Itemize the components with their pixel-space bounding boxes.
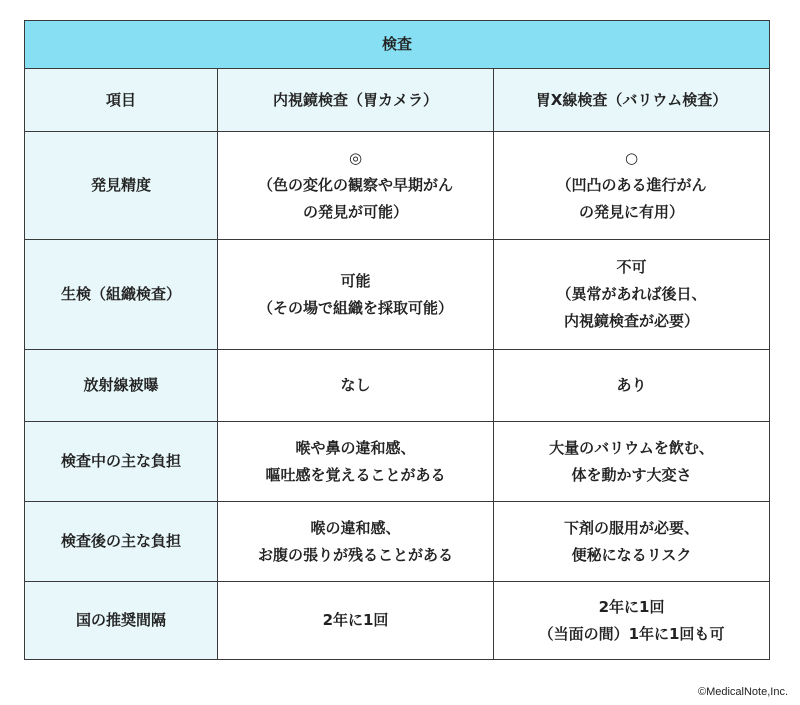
cell-line: （凹凸のある進行がん bbox=[556, 176, 707, 194]
endoscopy-value bbox=[218, 502, 494, 582]
cell-line: 喉の違和感、 bbox=[310, 518, 401, 537]
cell-line: 下剤の服用が必要、 bbox=[564, 518, 700, 537]
xray-value bbox=[494, 582, 770, 660]
row-label: 検査中の主な負担 bbox=[25, 422, 218, 502]
table-row bbox=[25, 422, 770, 502]
table-row bbox=[25, 240, 770, 350]
cell-line: の発見が可能） bbox=[302, 203, 408, 221]
cell-line: 可能 bbox=[340, 271, 371, 290]
table-row bbox=[25, 582, 770, 660]
comparison-table bbox=[24, 20, 770, 660]
cell-line: 嘔吐感を覚えることがある bbox=[265, 465, 446, 484]
header-row bbox=[25, 69, 770, 132]
header-endoscopy: 内視鏡検査（胃カメラ） bbox=[218, 69, 494, 132]
table-row bbox=[25, 350, 770, 422]
title-row bbox=[25, 21, 770, 69]
endoscopy-value bbox=[218, 582, 494, 660]
row-label: 国の推奨間隔 bbox=[25, 582, 218, 660]
row-label: 発見精度 bbox=[25, 132, 218, 240]
table-row bbox=[25, 132, 770, 240]
cell-line: 便秘になるリスク bbox=[571, 545, 692, 564]
cell-line: 体を動かす大変さ bbox=[571, 465, 692, 484]
xray-value bbox=[494, 240, 770, 350]
endoscopy-value bbox=[218, 422, 494, 502]
header-xray: 胃X線検査（バリウム検査） bbox=[494, 69, 770, 132]
cell-line: お腹の張りが残ることがある bbox=[257, 545, 453, 564]
xray-value bbox=[494, 132, 770, 240]
cell-line: （当面の間）1年に1回も可 bbox=[538, 624, 725, 643]
cell-line: 内視鏡検査が必要） bbox=[564, 312, 700, 330]
cell-line: （異常があれば後日、 bbox=[556, 285, 707, 303]
xray-value bbox=[494, 422, 770, 502]
endoscopy-value bbox=[218, 350, 494, 422]
cell-line: の発見に有用） bbox=[579, 203, 685, 221]
cell-line: 2年に1回 bbox=[322, 611, 389, 629]
cell-line: あり bbox=[616, 376, 647, 394]
table-row bbox=[25, 502, 770, 582]
rating-symbol: ○ bbox=[624, 149, 639, 167]
row-label: 検査後の主な負担 bbox=[25, 502, 218, 582]
header-label: 項目 bbox=[25, 69, 218, 132]
xray-value bbox=[494, 502, 770, 582]
row-label: 放射線被曝 bbox=[25, 350, 218, 422]
xray-value bbox=[494, 350, 770, 422]
cell-line: 不可 bbox=[616, 258, 647, 276]
cell-line: 大量のバリウムを飲む、 bbox=[549, 438, 714, 457]
copyright-notice: ©MedicalNote,Inc. bbox=[697, 686, 788, 698]
row-label: 生検（組織検査） bbox=[25, 240, 218, 350]
endoscopy-value bbox=[218, 240, 494, 350]
cell-line: 2年に1回 bbox=[598, 597, 665, 616]
cell-line: なし bbox=[340, 376, 371, 394]
endoscopy-value bbox=[218, 132, 494, 240]
cell-line: （色の変化の観察や早期がん bbox=[257, 176, 453, 194]
rating-symbol: ◎ bbox=[348, 149, 363, 167]
table-title: 検査 bbox=[25, 21, 770, 69]
cell-line: 喉や鼻の違和感、 bbox=[295, 438, 416, 457]
cell-line: （その場で組織を採取可能） bbox=[257, 298, 453, 317]
